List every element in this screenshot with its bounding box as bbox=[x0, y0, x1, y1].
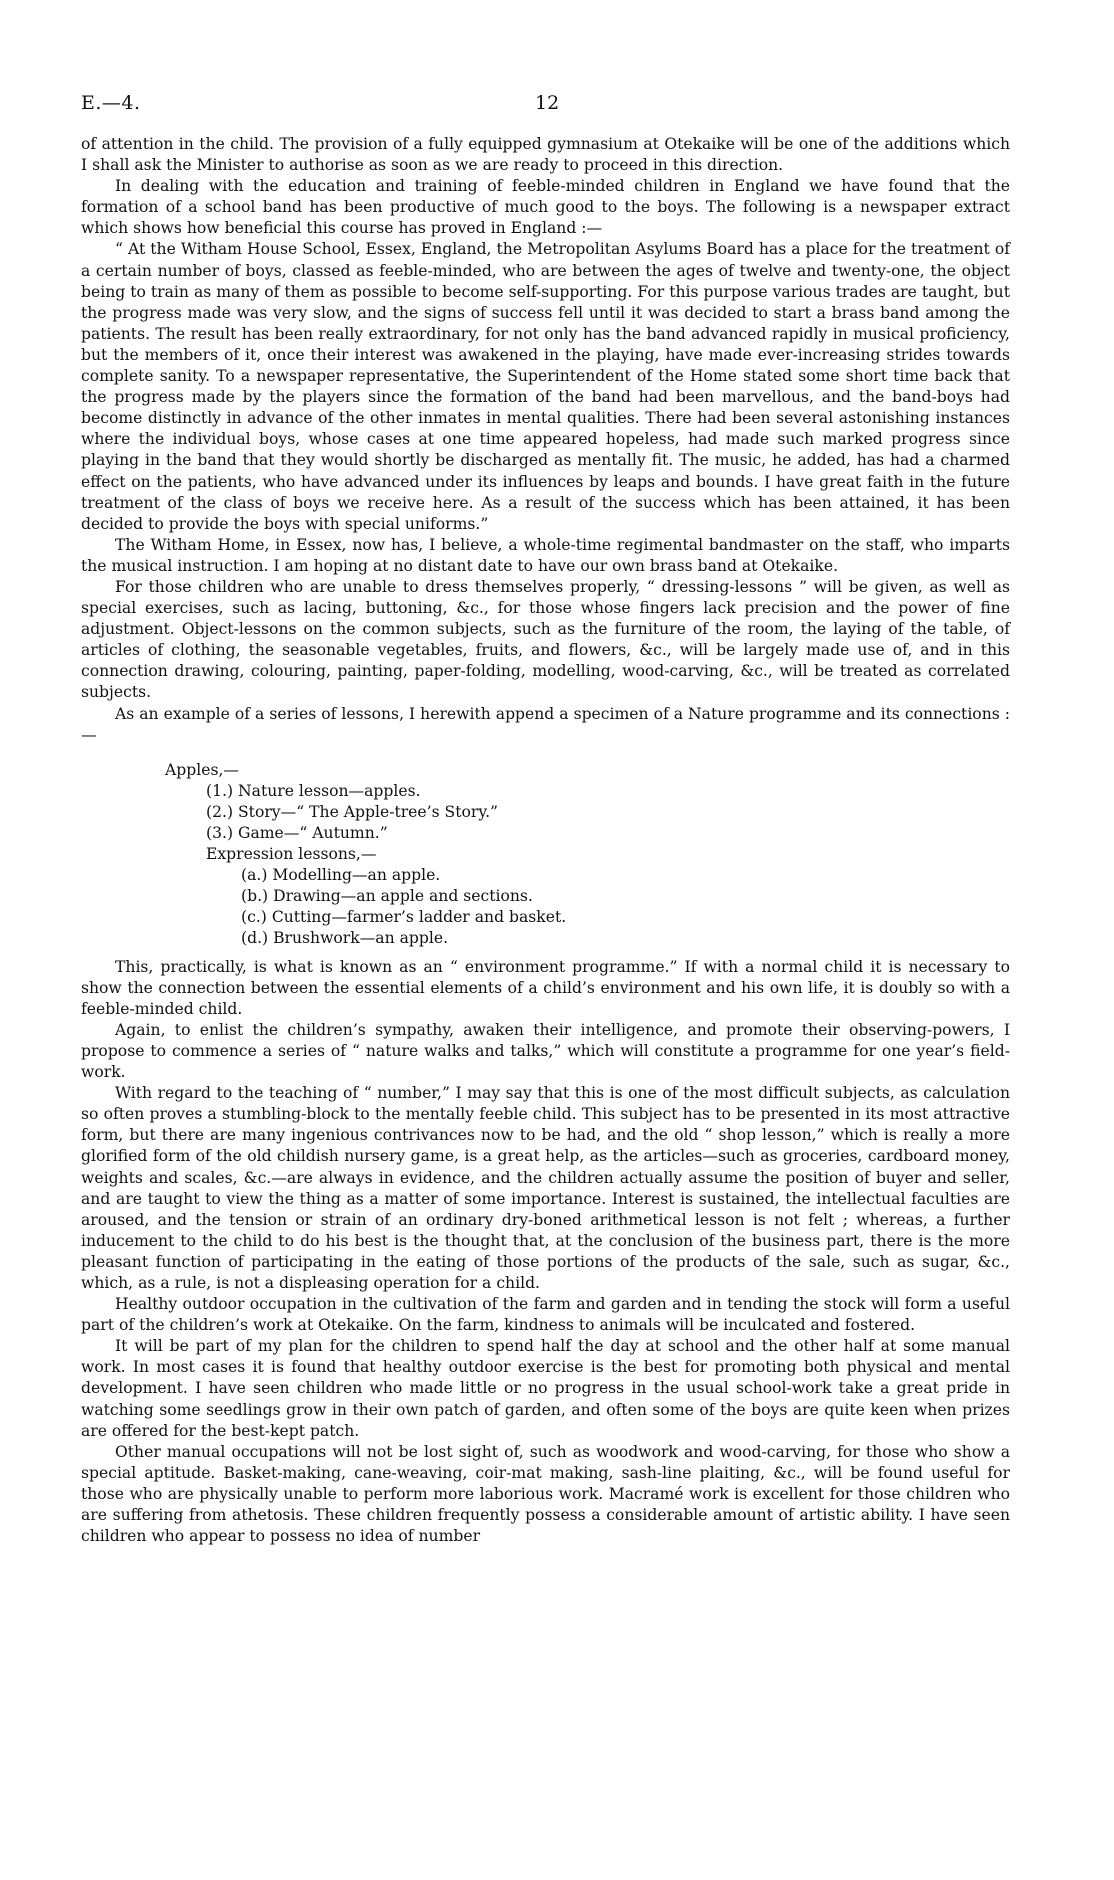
expression-item: (b.) Drawing—an apple and sections. bbox=[241, 887, 533, 906]
programme-lesson: (1.) Nature lesson—apples. bbox=[206, 781, 421, 800]
expression-item: (c.) Cutting—farmer’s ladder and basket. bbox=[241, 908, 567, 927]
paragraph: It will be part of my plan for the children to spend half the day at school and the other half at some manual work. In most cases it is found that healthy outdoor exercise is the best for promoting both physical and mental development. I have seen children who made little or no progress in the usual school-work take a great pride in watching some seedlings grow in their own patch of garden, and often some of the boys are quite keen when prizes are offered for the best-kept patch. bbox=[81, 1337, 1010, 1440]
programme-lesson: (3.) Game—“ Autumn.” bbox=[206, 824, 388, 842]
expression-item: (a.) Modelling—an apple. bbox=[241, 866, 441, 885]
expression-heading: Expression lessons,— bbox=[206, 845, 377, 864]
paragraph: of attention in the child. The provision of a fully equipped gymnasium at Otekaike will be one of the additions which I shall ask the Minister to authorise as soon as we are ready to proceed in this direction. bbox=[81, 135, 1010, 175]
paragraph: Again, to enlist the children’s sympathy, awaken their intelligence, and promote their observing-powers, I propose to commence a series of “ nature walks and talks,” which will constitute a programme for one year’s field-work. bbox=[81, 1020, 1010, 1082]
body-text bbox=[81, 134, 1010, 1547]
paragraph: Healthy outdoor occupation in the cultivation of the farm and garden and in tending the stock will form a useful part of the children’s work at Otekaike. On the farm, kindness to animals will be inculcated and fostered. bbox=[81, 1295, 1010, 1335]
expression-item: (d.) Brushwork—an apple. bbox=[241, 929, 449, 948]
paragraph: As an example of a series of lessons, I herewith append a specimen of a Nature programme and its connections :— bbox=[81, 704, 1010, 744]
programme-heading: Apples,— bbox=[165, 760, 239, 779]
document-reference: E.—4. bbox=[81, 92, 141, 114]
nature-programme bbox=[81, 760, 1010, 950]
paragraph: In dealing with the education and training of feeble-minded children in England we have found that the formation of a school band has been productive of much good to the boys. The following is a newspaper extract which shows how beneficial this course has proved in England :— bbox=[81, 177, 1010, 238]
paragraph: Other manual occupations will not be lost sight of, such as woodwork and wood-carving, for those who show a special aptitude. Basket-making, cane-weaving, coir-mat making, sash-line plaiting, &c., will be found useful for those who are physically unable to perform more laborious work. Macramé work is excellent for those children who are suffering from athetosis. These children frequently possess a considerable amount of artistic ability. I have seen children who appear to possess no idea of number bbox=[81, 1442, 1010, 1546]
quoted-extract: “ At the Witham House School, Essex, England, the Metropolitan Asylums Board has a place for the treatment of a certain number of boys, classed as feeble-minded, who are between the ages of twelve and twenty-one, the object being to train as many of them as possible to become self-supporting. For this purpose various trades are taught, but the progress made was very slow, and the signs of success fell until it was decided to start a brass band among the patients. The result has been really extraordinary, for not only has the band advanced rapidly in musical proficiency, but the members of it, once their interest was awakened in the playing, have made ever-increasing strides towards complete sanity. To a newspaper representative, the Superintendent of the Home stated some short time back that the progress made by the players since the formation of the band had been marvellous, and the band-boys had become distinctly in advance of the other inmates in mental qualities. There had been several astonishing instances where the individual boys, whose cases at one time appeared hopeless, had made such marked progress since playing in the band that they would shortly be discharged as mentally fit. The music, he added, has had a charmed effect on the patients, who have advanced under its influences by leaps and bounds. I have great faith in the future treatment of the class of boys we receive here. As a result of the success which has been attained, it has been decided to provide the boys with special uniforms.” bbox=[81, 240, 1010, 533]
paragraph: For those children who are unable to dress themselves properly, “ dressing-lessons ” will be given, as well as special exercises, such as lacing, buttoning, &c., for those whose fingers lack precision and the power of fine adjustment. Object-lessons on the common subjects, such as the furniture of the room, the laying of the table, of articles of clothing, the seasonable vegetables, fruits, and flowers, &c., will be largely made use of, and in this connection drawing, colouring, painting, paper-folding, modelling, wood-carving, &c., will be treated as correlated subjects. bbox=[81, 577, 1010, 702]
programme-lesson: (2.) Story—“ The Apple-tree’s Story.” bbox=[206, 802, 499, 821]
paragraph: With regard to the teaching of “ number,” I may say that this is one of the most difficult subjects, as calculation so often proves a stumbling-block to the mentally feeble child. This subject has to be presented in its most attractive form, but there are many ingenious contrivances now to be had, and the old “ shop lesson,” which is really a more glorified form of the old childish nursery game, is a great help, as the articles—such as groceries, cardboard money, weights and scales, &c.—are always in evidence, and the children actually assume the position of buyer and seller, and are taught to view the thing as a matter of some importance. Interest is sustained, the intellectual faculties are aroused, and the tension or strain of an ordinary dry-boned arithmetical lesson is not felt ; whereas, a further inducement to the child to do his best is the thought that, at the conclusion of the business part, there is the more pleasant function of participating in the eating of those portions of the products of the sale, such as sugar, &c., which, as a rule, is not a displeasing operation for a child. bbox=[81, 1084, 1010, 1292]
page-number: 12 bbox=[535, 92, 560, 114]
page-header bbox=[81, 92, 1010, 128]
paragraph: This, practically, is what is known as an “ environment programme.” If with a normal child it is necessary to show the connection between the essential elements of a child’s environment and his own life, it is doubly so with a feeble-minded child. bbox=[81, 957, 1010, 1018]
paragraph: The Witham Home, in Essex, now has, I believe, a whole-time regimental bandmaster on the staff, who imparts the musical instruction. I am hoping at no distant date to have our own brass band at Otekaike. bbox=[81, 535, 1010, 575]
